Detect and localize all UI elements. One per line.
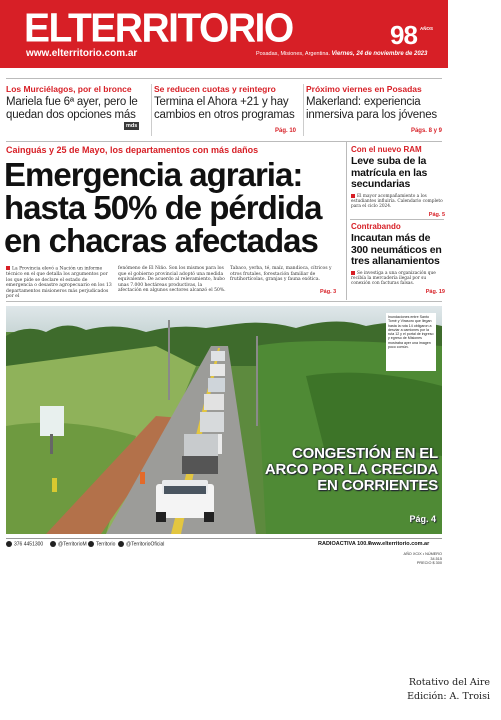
divider <box>6 301 442 302</box>
teaser-page: Pág. 10 <box>274 128 296 134</box>
credits <box>380 676 490 704</box>
footer-twitter[interactable]: @TerritorioM <box>50 541 87 547</box>
mds-badge: mds <box>126 123 138 129</box>
anniversary-badge <box>390 20 440 54</box>
teasers-row <box>6 84 446 142</box>
years-number: 98 <box>390 20 417 50</box>
footer-bar <box>6 538 442 550</box>
main-headline[interactable]: Emergencia agraria: hasta 50% de pérdida en chacras afectadas <box>4 156 322 259</box>
teaser-title: Mariela fue 6ª ayer, pero le quedan dos opciones más <box>6 96 138 121</box>
teaser-makerland[interactable] <box>306 84 446 138</box>
photo-page-ref: Pág. 4 <box>409 514 436 524</box>
divider <box>303 84 304 136</box>
divider <box>350 219 444 220</box>
photo-headline[interactable]: CONGESTIÓN EN EL ARCO POR LA CRECIDA EN CORRIENTES <box>264 445 438 494</box>
teaser-kicker: Próximo viernes en Posadas <box>306 84 422 94</box>
footer-instagram[interactable]: @TerritorioOficial <box>118 541 164 547</box>
divider <box>6 78 442 79</box>
masthead-website[interactable]: www.elterritorio.com.ar <box>26 48 138 59</box>
main-body-col-2: fenómeno de El Niño. Son los mismos para los que el gobierno provincial adoptó una medida equivalente. De acuerdo al relevamiento, hubo unas 7.000 hectáreas productivas, la afectación en algunos sectores alcanzó el 50%. <box>118 266 226 294</box>
photo-caption: Inundaciones entre Santo Tomé y Virasoro que llegan hasta la ruta 14 obligaron a desviar a camiones por la ruta 12 y el portal de ingreso y egreso de Misiones mostraba ayer una imagen poco común. <box>386 313 436 371</box>
footer-radio[interactable]: RADIOACTIVA 100.7 <box>318 541 371 547</box>
issue-meta <box>394 552 442 566</box>
whatsapp-icon <box>6 541 12 547</box>
divider <box>346 142 347 300</box>
newspaper-logo[interactable]: ELTERRITORIO <box>24 6 293 52</box>
divider <box>6 141 442 142</box>
footer-facebook[interactable]: Territorio <box>88 541 115 547</box>
sidebar-kicker: Contrabando <box>351 222 401 231</box>
bullet-icon <box>6 266 10 270</box>
issue-date: Viernes, 24 de noviembre de 2023 <box>331 51 428 57</box>
bullet-icon <box>351 194 355 198</box>
bullet-icon <box>351 271 355 275</box>
teaser-murcielagos[interactable] <box>6 84 148 138</box>
sidebar-body: Se investiga a una organización que recibía la mercadería ilegal por su conexión con facturas falsas. <box>351 270 436 287</box>
teaser-kicker: Los Murciélagos, por el bronce <box>6 84 132 94</box>
footer-phone[interactable]: 376 4451300 <box>6 541 43 547</box>
sidebar-page: Pág. 5 <box>428 211 445 218</box>
sidebar-kicker: Con el nuevo RAM <box>351 145 422 154</box>
teaser-title: Termina el Ahora +21 y hay cambios en otros programas <box>154 96 295 121</box>
sidebar-story-ram[interactable] <box>351 145 445 218</box>
issue-price: PRECIO $ 300 <box>416 561 442 566</box>
main-page-ref: Pág. 3 <box>320 289 337 295</box>
facebook-icon <box>88 541 94 547</box>
sidebar-title: Incautan más de 300 neumáticos en tres allanamientos <box>351 232 442 267</box>
traffic-photo[interactable] <box>6 306 442 534</box>
credits-line-1: Rotativo del Aire <box>408 677 490 688</box>
footer-website[interactable]: www.elterritorio.com.ar <box>368 541 430 547</box>
credits-line-2: Edición: A. Troisi <box>407 691 490 702</box>
sidebar-story-contrabando[interactable] <box>351 222 445 295</box>
issue-number: AÑO XCIX • NÚMERO 34.515 <box>403 552 442 561</box>
sidebar-page: Pág. 19 <box>425 288 445 295</box>
main-body <box>6 266 342 300</box>
teaser-title: Makerland: experiencia inmersiva para los jóvenes <box>306 96 437 121</box>
years-caption: AÑOS <box>420 26 434 31</box>
sidebar-title: Leve suba de la matrícula en las secundarias <box>351 155 428 190</box>
twitter-icon <box>50 541 56 547</box>
divider <box>151 84 152 136</box>
teaser-kicker: Se reducen cuotas y reintegro <box>154 84 276 94</box>
masthead <box>0 0 448 68</box>
sidebar-body: El mayor acompañamiento a los estudiantes influiría. Calendario completo para el ciclo 2024. <box>351 193 443 210</box>
instagram-icon <box>118 541 124 547</box>
photo-illustration <box>6 306 442 534</box>
teaser-ahora21[interactable] <box>154 84 300 138</box>
main-body-col-3: Tabaco, yerba, té, maíz, mandioca, cítricos y otros frutales, forestación familiar de frutihortícolas, granjas y fauna exótica. <box>230 266 332 283</box>
teaser-page: Págs. 8 y 9 <box>410 128 442 134</box>
main-kicker: Cainguás y 25 de Mayo, los departamentos con más daños <box>6 145 259 155</box>
main-body-col-1: La Provincia elevó a Nación un informe técnico en el que detalla los argumentos por los que pide se declare el estado de emergencia o desastre agropecuario en los 13 departamentos misioneros más perjudicados por el <box>6 266 112 300</box>
location: Posadas, Misiones, Argentina. <box>256 51 330 57</box>
